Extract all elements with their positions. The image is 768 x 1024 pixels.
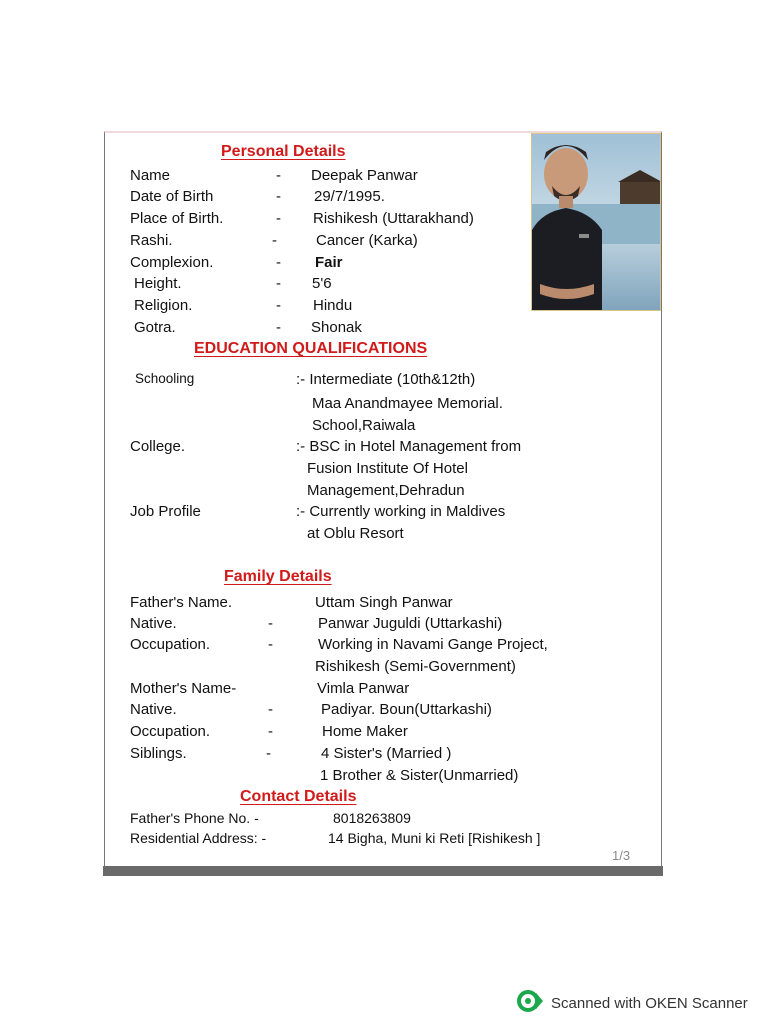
gotra-value: Shonak bbox=[311, 319, 362, 336]
siblings-line-1: 4 Sister's (Married ) bbox=[321, 745, 452, 762]
father-native-label: Native. bbox=[130, 615, 177, 632]
religion-sep: - bbox=[276, 297, 281, 314]
father-native-value: Panwar Juguldi (Uttarkashi) bbox=[318, 615, 503, 632]
father-occupation-sep: - bbox=[268, 636, 273, 653]
family-details-heading: Family Details bbox=[224, 568, 332, 585]
page-bottom-bar bbox=[103, 866, 663, 876]
name-value: Deepak Panwar bbox=[311, 167, 418, 184]
scanner-text: Scanned with OKEN Scanner bbox=[551, 995, 748, 1012]
complexion-sep: - bbox=[276, 254, 281, 271]
dob-label: Date of Birth bbox=[130, 188, 214, 205]
father-occupation-label: Occupation. bbox=[130, 636, 211, 653]
college-line-2: Fusion Institute Of Hotel bbox=[307, 460, 468, 477]
father-occupation-line-2: Rishikesh (Semi-Government) bbox=[315, 658, 516, 675]
height-sep: - bbox=[276, 275, 281, 292]
address-value: 14 Bigha, Muni ki Reti [Rishikesh ] bbox=[328, 830, 541, 846]
gotra-label: Gotra. bbox=[134, 319, 176, 336]
mother-occupation-label: Occupation. bbox=[130, 723, 211, 740]
father-label: Father's Name. bbox=[130, 594, 233, 611]
page-number: 1/3 bbox=[612, 848, 631, 863]
dob-value: 29/7/1995. bbox=[314, 188, 385, 205]
mother-label: Mother's Name- bbox=[130, 680, 237, 697]
complexion-value: Fair bbox=[315, 254, 343, 271]
college-line-1: :- BSC in Hotel Management from bbox=[296, 438, 522, 455]
education-heading: EDUCATION QUALIFICATIONS bbox=[194, 340, 428, 357]
rashi-sep: - bbox=[272, 232, 277, 249]
father-native-sep: - bbox=[268, 615, 273, 632]
college-label: College. bbox=[130, 438, 186, 455]
siblings-sep: - bbox=[266, 745, 271, 762]
mother-occupation-sep: - bbox=[268, 723, 273, 740]
schooling-label: Schooling bbox=[135, 371, 195, 386]
name-label: Name bbox=[130, 167, 171, 184]
job-line-2: at Oblu Resort bbox=[307, 525, 404, 542]
mother-native-value: Padiyar. Boun(Uttarkashi) bbox=[321, 701, 492, 718]
phone-value: 8018263809 bbox=[333, 810, 411, 826]
schooling-line-3: School,Raiwala bbox=[312, 417, 416, 434]
phone-label: Father's Phone No. - bbox=[130, 810, 259, 826]
complexion-label: Complexion. bbox=[130, 254, 214, 271]
height-label: Height. bbox=[134, 275, 182, 292]
rashi-label: Rashi. bbox=[130, 232, 173, 249]
father-value: Uttam Singh Panwar bbox=[315, 594, 453, 611]
scanner-watermark bbox=[517, 990, 748, 1017]
height-value: 5'6 bbox=[312, 275, 332, 292]
college-line-3: Management,Dehradun bbox=[307, 482, 465, 499]
dob-sep: - bbox=[276, 188, 281, 205]
personal-details-heading: Personal Details bbox=[221, 143, 346, 160]
mother-native-label: Native. bbox=[130, 701, 177, 718]
oken-logo-icon bbox=[517, 990, 543, 1017]
pob-sep: - bbox=[276, 210, 281, 227]
religion-label: Religion. bbox=[134, 297, 193, 314]
job-line-1: :- Currently working in Maldives bbox=[296, 503, 506, 520]
father-occupation-line-1: Working in Navami Gange Project, bbox=[318, 636, 548, 653]
schooling-line-1: :- Intermediate (10th&12th) bbox=[296, 371, 476, 388]
contact-details-heading: Contact Details bbox=[240, 788, 357, 805]
name-sep: - bbox=[276, 167, 281, 184]
job-label: Job Profile bbox=[130, 503, 201, 520]
pob-value: Rishikesh (Uttarakhand) bbox=[313, 210, 474, 227]
religion-value: Hindu bbox=[313, 297, 353, 314]
gotra-sep: - bbox=[276, 319, 281, 336]
rashi-value: Cancer (Karka) bbox=[316, 232, 418, 249]
siblings-line-2: 1 Brother & Sister(Unmarried) bbox=[320, 767, 519, 784]
profile-photo bbox=[531, 133, 661, 311]
schooling-line-2: Maa Anandmayee Memorial. bbox=[312, 395, 503, 412]
siblings-label: Siblings. bbox=[130, 745, 187, 762]
pob-label: Place of Birth. bbox=[130, 210, 224, 227]
mother-occupation-value: Home Maker bbox=[322, 723, 408, 740]
mother-value: Vimla Panwar bbox=[317, 680, 410, 697]
address-label: Residential Address: - bbox=[130, 830, 267, 846]
mother-native-sep: - bbox=[268, 701, 273, 718]
